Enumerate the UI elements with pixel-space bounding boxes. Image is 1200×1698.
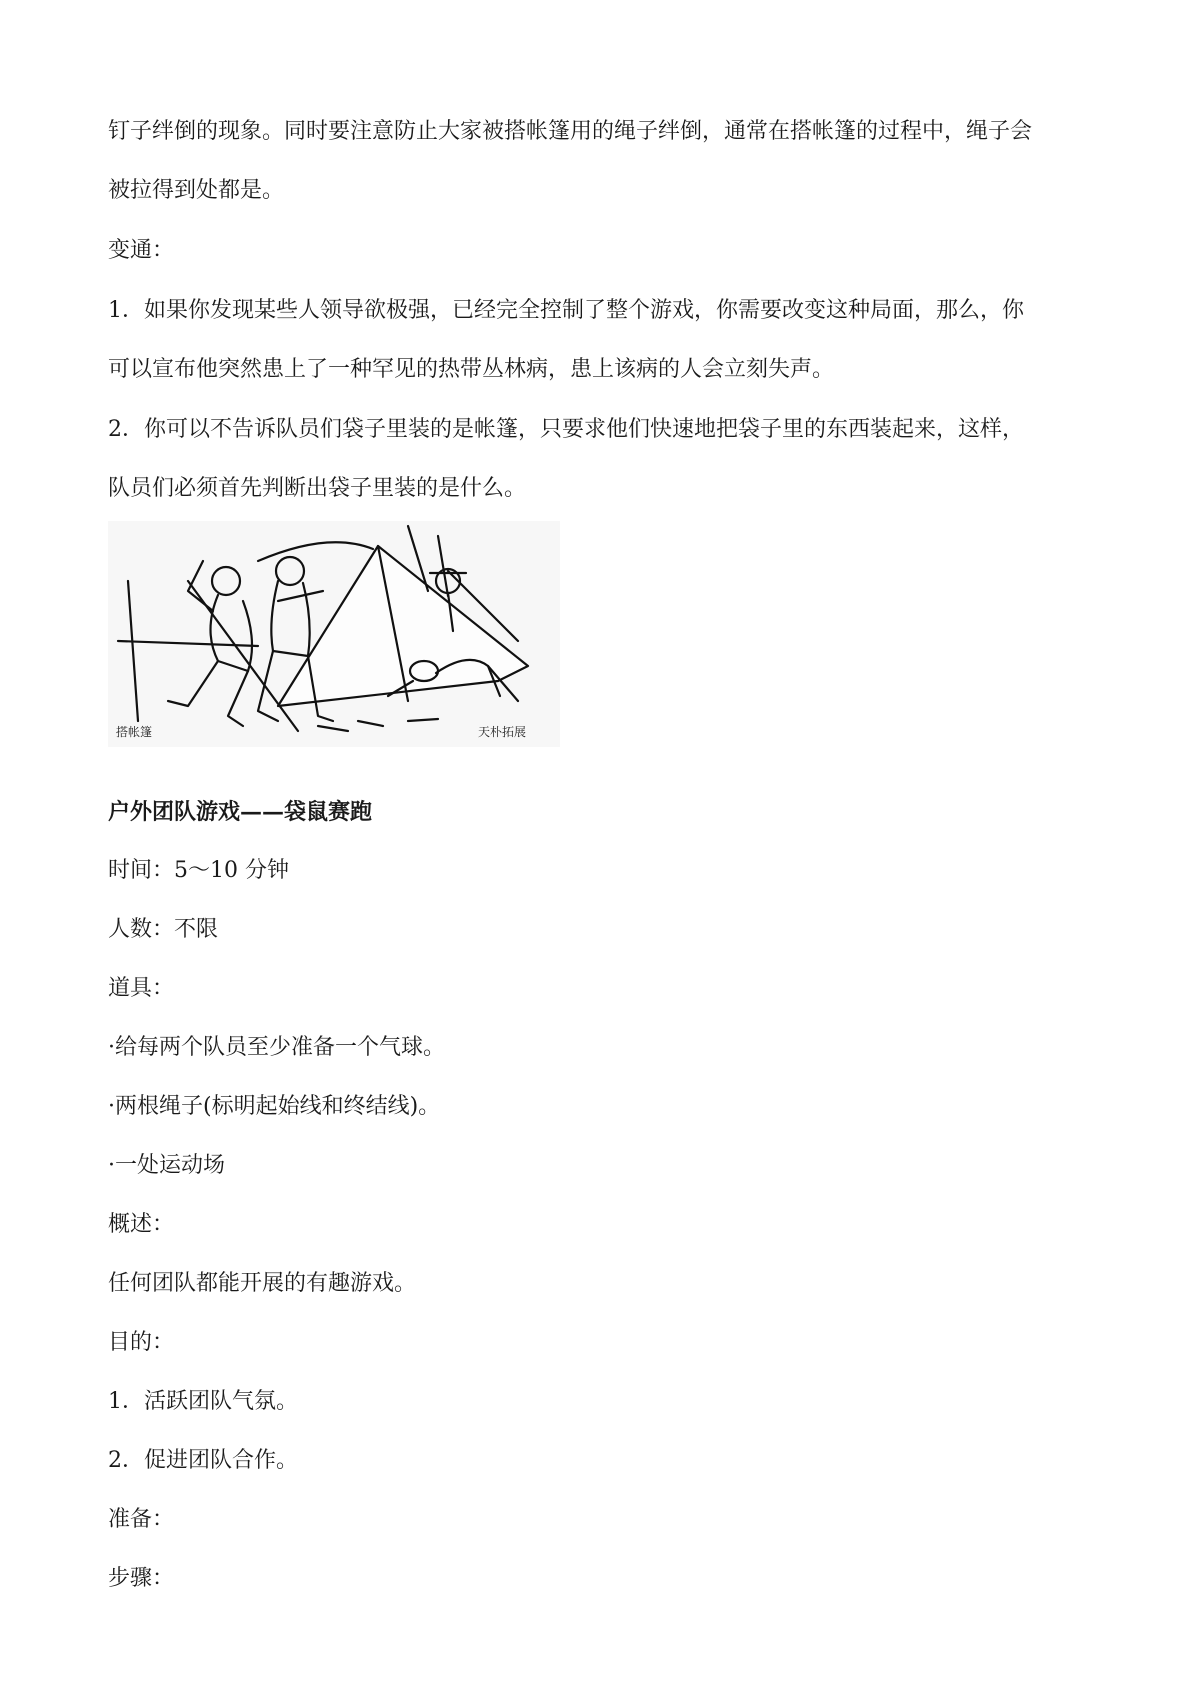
paragraph-line: 可以宣布他突然患上了一种罕见的热带丛林病，患上该病的人会立刻失声。 (108, 357, 835, 382)
section-line-purpose-item: 2．促进团队合作。 (108, 1448, 298, 1473)
section-line-purpose-heading: 目的： (108, 1330, 175, 1355)
paragraph-line: 1．如果你发现某些人领导欲极强，已经完全控制了整个游戏，你需要改变这种局面，那么，你 (108, 298, 1025, 323)
section-title: 户外团队游戏——袋鼠赛跑 (108, 799, 373, 825)
section-line-people: 人数：不限 (108, 917, 219, 942)
section-line-purpose-item: 1．活跃团队气氛。 (108, 1389, 298, 1414)
section-line-prep-heading: 准备： (108, 1507, 175, 1532)
paragraph-line: 被拉得到处都是。 (108, 178, 285, 203)
section-line-time: 时间：5～10 分钟 (108, 858, 289, 883)
section-line-props-heading: 道具： (108, 976, 175, 1001)
paragraph-line: 队员们必须首先判断出袋子里装的是什么。 (108, 476, 527, 501)
section-line-props-item: ·两根绳子(标明起始线和终结线)。 (108, 1094, 441, 1119)
tent-sketch (108, 521, 560, 747)
section-line-props-item: ·给每两个队员至少准备一个气球。 (108, 1035, 445, 1060)
section-line-steps-heading: 步骤： (108, 1566, 175, 1591)
paragraph-line: 2．你可以不告诉队员们袋子里装的是帐篷，只要求他们快速地把袋子里的东西装起来，这样， (108, 417, 1025, 442)
caption-left: 搭帐篷 (116, 725, 153, 739)
caption-right: 天朴拓展 (478, 725, 527, 739)
paragraph-line: 钉子绊倒的现象。同时要注意防止大家被搭帐篷用的绳子绊倒，通常在搭帐篷的过程中，绳子会 (108, 119, 1033, 144)
section-line-overview-heading: 概述： (108, 1212, 175, 1237)
tent-pitching-illustration (108, 521, 560, 747)
variation-heading: 变通： (108, 238, 175, 263)
section-line-props-item: ·一处运动场 (108, 1153, 225, 1178)
section-line-overview: 任何团队都能开展的有趣游戏。 (108, 1271, 417, 1296)
